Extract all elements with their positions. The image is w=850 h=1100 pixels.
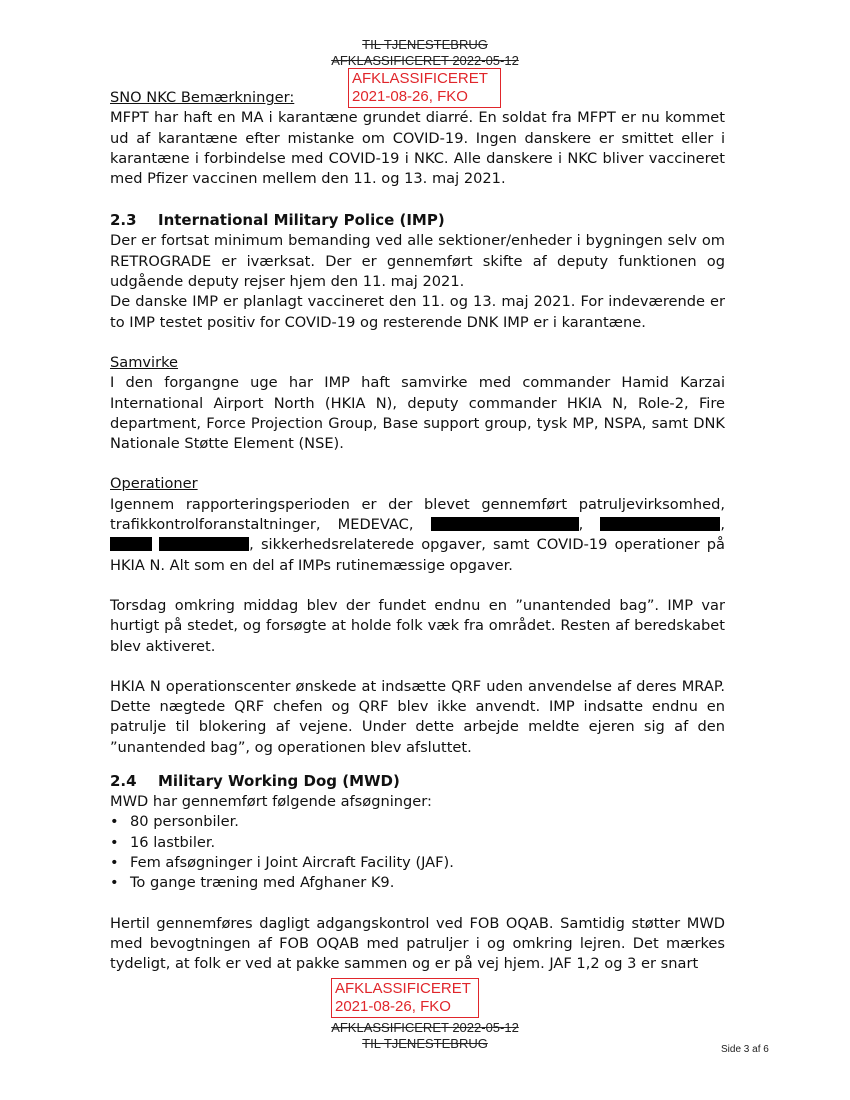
footer-classification: TIL TJENESTEBRUG [362,1036,488,1051]
sno-heading: SNO NKC Bemærkninger: [110,89,295,106]
mwd-closing-paragraph: Hertil gennemføres dagligt adgangskontrol ved FOB OQAB. Samtidig støtter MWD med bevogtningen af FOB OQAB med patruljer i og omkring lejren. Det mærkes tydeligt, at folk er ved at pakke sammen og er på vej hjem. JAF 1,2 og 3 er snart [110,914,725,973]
list-item: • 16 lastbiler. [110,833,725,853]
unattended-bag-paragraph: Torsdag omkring middag blev der fundet endnu en ”unantended bag”. IMP var hurtigt på stedet, og forsøgte at holde folk væk fra området. Resten af beredskabet blev aktiveret. [110,596,725,655]
redaction-block [431,517,579,531]
samvirke-text: I den forgangne uge har IMP haft samvirke med commander Hamid Karzai International Airport North (HKIA N), deputy commander HKIA N, Role-2, Fire department, Force Projection Group, Base support group, tysk MP, NSPA, samt DNK Nationale Støtte Element (NSE). [110,374,725,453]
header-declassified-date: AFKLASSIFICERET 2022-05-12 [331,53,519,68]
section-2-4-heading: 2.4 Military Working Dog (MWD) [110,772,400,791]
mwd-intro: MWD har gennemført følgende afsøgninger: [110,793,432,811]
stamp-date: 2021-08-26, FKO [352,88,468,105]
document-body [110,88,725,974]
samvirke-heading: Samvirke [110,353,179,371]
operationer-heading: Operationer [110,475,198,493]
list-item: • Fem afsøgninger i Joint Aircraft Facility (JAF). [110,853,725,873]
imp-staffing-paragraph: Der er fortsat minimum bemanding ved alle sektioner/enheder i bygningen selv om RETROGRADE er iværksat. Der er gennemført skifte af deputy funktionen og udgående deputy rejser hjem den 11. maj 2021. [110,232,725,291]
header-classification: TIL TJENESTEBRUG [362,37,488,52]
page-number: Side 3 af 6 [721,1044,769,1055]
stamp-label: AFKLASSIFICERET [352,70,488,87]
list-item: • 80 personbiler. [110,812,725,832]
operationer-text: Igennem rapporteringsperioden er der blevet gennemført patruljevirksomhed, trafikkontrolforanstaltninger, MEDEVAC, , , , sikkerhedsrelaterede opgaver, samt COVID-19 operationer på HKIA N. Alt som en del af IMPs rutinemæssige opgaver. [110,495,726,574]
list-item: • To gange træning med Afghaner K9. [110,873,725,893]
footer-declassified-date: AFKLASSIFICERET 2022-05-12 [331,1020,519,1035]
sno-text: MFPT har haft en MA i karantæne grundet diarré. En soldat fra MFPT er nu kommet ud af karantæne efter mistanke om COVID-19. Ingen danskere er smittet eller i karantæne i forbindelse med COVID-19 i NKC. Alle danskere i NKC bliver vaccineret med Pfizer vaccinen mellem den 11. og 13. maj 2021. [110,109,725,188]
qrf-paragraph: HKIA N operationscenter ønskede at indsætte QRF uden anvendelse af deres MRAP. Dette nægtede QRF chefen og QRF blev ikke anvendt. IMP indsatte endnu en patrulje til blokering af vejene. Under dette arbejde meldte ejeren sig af den ”unantended bag”, og operationen blev afsluttet. [110,677,725,756]
section-2-3-heading: 2.3 International Military Police (IMP) [110,211,445,230]
stamp-date: 2021-08-26, FKO [335,998,451,1015]
redaction-block [600,517,720,531]
stamp-label: AFKLASSIFICERET [335,980,471,997]
imp-vaccination-paragraph: De danske IMP er planlagt vaccineret den 11. og 13. maj 2021. For indeværende er to IMP testet positiv for COVID-19 og resterende DNK IMP er i karantæne. [110,293,725,331]
redaction-block [159,537,249,551]
declassified-stamp-bottom [331,978,479,1018]
redaction-block [110,537,152,551]
mwd-search-list [110,812,725,893]
